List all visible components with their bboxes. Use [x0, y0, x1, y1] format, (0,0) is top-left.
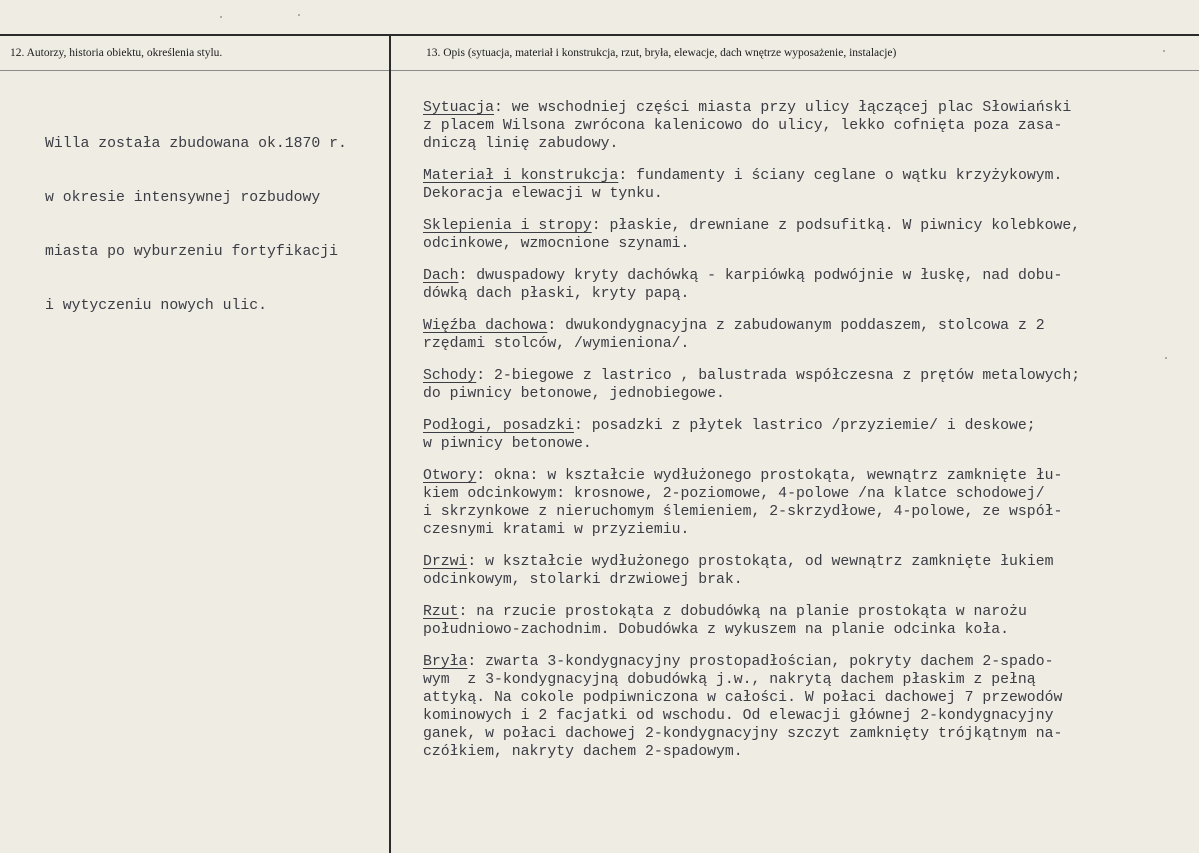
- paragraph-line: Dekoracja elewacji w tynku.: [423, 186, 663, 202]
- paragraph-line: czółkiem, nakryty dachem 2-spadowym.: [423, 744, 743, 760]
- section-text: : 2-biegowe z lastrico , balustrada współczesna z prętów metalowych;: [476, 368, 1081, 384]
- paragraph-first-line: [423, 317, 1080, 335]
- paragraph-line: do piwnicy betonowe, jednobiegowe.: [423, 386, 725, 402]
- paragraph-line: attyką. Na cokole podpiwniczona w całości. W połaci dachowej 7 przewodów: [423, 690, 1063, 706]
- paragraph-line: czesnymi kratami w przyziemiu.: [423, 522, 690, 538]
- history-line: w okresie intensywnej rozbudowy: [45, 190, 321, 206]
- paper-speck: [1165, 357, 1167, 359]
- column-divider: [389, 34, 391, 853]
- paper-speck: [298, 14, 300, 16]
- history-text: [45, 99, 347, 351]
- section-text: : na rzucie prostokąta z dobudówką na planie prostokąta w narożu: [458, 604, 1027, 620]
- section-label: Rzut: [423, 604, 459, 620]
- section-label: Sytuacja: [423, 100, 495, 116]
- paragraph-first-line: [423, 217, 1080, 235]
- paragraph-first-line: [423, 267, 1080, 285]
- paragraph-line: z placem Wilsona zwrócona kalenicowo do ulicy, lekko cofnięta poza zasa-: [423, 118, 1063, 134]
- paragraph-line: kiem odcinkowym: krosnowe, 2-poziomowe, 4-polowe /na klatce schodowej/: [423, 486, 1045, 502]
- history-line: i wytyczeniu nowych ulic.: [45, 298, 267, 314]
- section-text: : we wschodniej części miasta przy ulicy łączącej plac Słowiański: [494, 100, 1072, 116]
- section-label: Sklepienia i stropy: [423, 218, 592, 234]
- description-paragraph: [423, 267, 1080, 303]
- paragraph-first-line: [423, 467, 1080, 485]
- description-paragraph: [423, 317, 1080, 353]
- section-text: : zwarta 3-kondygnacyjny prostopadłościan, pokryty dachem 2-spado-: [467, 654, 1054, 670]
- section-text: : w kształcie wydłużonego prostokąta, od wewnątrz zamknięte łukiem: [467, 554, 1054, 570]
- description-paragraph: [423, 99, 1080, 153]
- description-paragraph: [423, 367, 1080, 403]
- paragraph-line: południowo-zachodnim. Dobudówka z wykuszem na planie odcinka koła.: [423, 622, 1010, 638]
- section-text: : posadzki z płytek lastrico /przyziemie/ i deskowe;: [573, 418, 1036, 434]
- section-label: Drzwi: [423, 554, 468, 570]
- section-label: Dach: [423, 268, 459, 284]
- paper-speck: [220, 16, 222, 18]
- paragraph-first-line: [423, 99, 1080, 117]
- paper-speck: [1163, 50, 1165, 52]
- header-description: 13. Opis (sytuacja, materiał i konstrukcja, rzut, bryła, elewacje, dach wnętrze wyposażenie, instalacje): [426, 47, 897, 59]
- section-label: Otwory: [423, 468, 477, 484]
- paragraph-line: w piwnicy betonowe.: [423, 436, 592, 452]
- description-text: [423, 99, 1080, 775]
- section-text: : płaskie, drewniane z podsufitką. W piwnicy kolebkowe,: [591, 218, 1081, 234]
- paragraph-line: odcinkowe, wzmocnione szynami.: [423, 236, 690, 252]
- description-paragraph: [423, 603, 1080, 639]
- history-line: Willa została zbudowana ok.1870 r.: [45, 136, 347, 152]
- top-border-line: [0, 34, 1199, 36]
- paragraph-first-line: [423, 653, 1080, 671]
- paragraph-first-line: [423, 417, 1080, 435]
- section-label: Materiał i konstrukcja: [423, 168, 619, 184]
- section-text: : fundamenty i ściany ceglane o wątku krzyżykowym.: [618, 168, 1063, 184]
- section-label: Schody: [423, 368, 477, 384]
- section-label: Bryła: [423, 654, 468, 670]
- header-separator-line: [0, 70, 1199, 71]
- paragraph-line: i skrzynkowe z nieruchomym ślemieniem, 2-skrzydłowe, 4-polowe, ze współ-: [423, 504, 1063, 520]
- header-authors-history: 12. Autorzy, historia obiektu, określenia stylu.: [10, 47, 223, 59]
- description-paragraph: [423, 553, 1080, 589]
- description-paragraph: [423, 653, 1080, 761]
- section-label: Więźba dachowa: [423, 318, 548, 334]
- section-text: : okna: w kształcie wydłużonego prostokąta, wewnątrz zamknięte łu-: [476, 468, 1063, 484]
- paragraph-line: rzędami stolców, /wymieniona/.: [423, 336, 690, 352]
- description-paragraph: [423, 217, 1080, 253]
- section-text: : dwuspadowy kryty dachówką - karpiówką podwójnie w łuskę, nad dobu-: [458, 268, 1063, 284]
- paragraph-line: dniczą linię zabudowy.: [423, 136, 619, 152]
- paragraph-first-line: [423, 603, 1080, 621]
- paragraph-first-line: [423, 367, 1080, 385]
- section-label: Podłogi, posadzki: [423, 418, 574, 434]
- description-paragraph: [423, 417, 1080, 453]
- section-text: : dwukondygnacyjna z zabudowanym poddaszem, stolcowa z 2: [547, 318, 1045, 334]
- description-paragraph: [423, 167, 1080, 203]
- paragraph-first-line: [423, 167, 1080, 185]
- paragraph-line: dówką dach płaski, kryty papą.: [423, 286, 690, 302]
- paragraph-line: ganek, w połaci dachowej 2-kondygnacyjny szczyt zamknięty trójkątnym na-: [423, 726, 1063, 742]
- paragraph-line: wym z 3-kondygnacyjną dobudówką j.w., nakrytą dachem płaskim z pełną: [423, 672, 1036, 688]
- description-paragraph: [423, 467, 1080, 539]
- paragraph-line: kominowych i 2 facjatki od wschodu. Od elewacji głównej 2-kondygnacyjny: [423, 708, 1054, 724]
- paragraph-line: odcinkowym, stolarki drzwiowej brak.: [423, 572, 743, 588]
- paragraph-first-line: [423, 553, 1080, 571]
- history-line: miasta po wyburzeniu fortyfikacji: [45, 244, 339, 260]
